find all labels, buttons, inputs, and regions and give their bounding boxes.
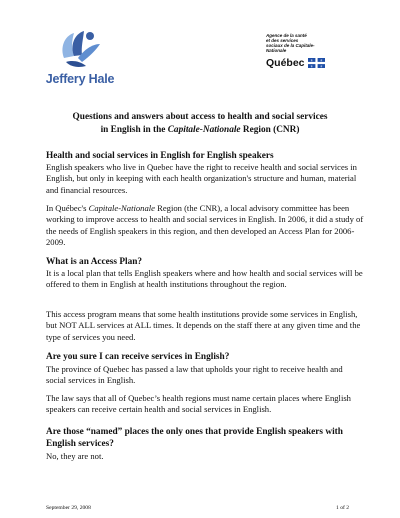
paragraph: No, they are not. — [46, 451, 104, 461]
paragraph: It is a local plan that tells English speakers where and how health and social services will be offered to them in English at health institutions throughout the region. — [46, 268, 363, 290]
svg-text:⚜: ⚜ — [319, 64, 323, 68]
quebec-wordmark — [266, 57, 325, 69]
jeffery-hale-name: Jeffery Hale — [45, 72, 115, 86]
footer-page-number: 1 of 2 — [336, 505, 350, 511]
heading-line: Are those “named” places the only ones that provide English speakers with — [46, 427, 343, 437]
paragraph-italic-text: Capitale-Nationale — [88, 203, 155, 213]
section-heading: Health and social services in English for English speakers — [46, 151, 274, 161]
paragraph: The province of Quebec has passed a law that upholds your right to receive health and social services in English. — [46, 364, 343, 386]
document-title-line-1: Questions and answers about access to health and social services — [72, 112, 328, 122]
document-title-line-2 — [30, 124, 370, 137]
paragraph-text: In Québec's — [46, 203, 89, 213]
paragraph: The law says that all of Quebec’s health regions must name certain places where English speakers can receive certain health and social services in English. — [46, 393, 351, 415]
agency-line: Agence de la santé — [266, 33, 307, 38]
section-heading: Are you sure I can receive services in English? — [46, 352, 230, 362]
section-heading — [46, 426, 376, 450]
agency-line: Nationale — [266, 48, 287, 53]
footer-date: September 29, 2008 — [46, 505, 91, 511]
jeffery-hale-logo — [40, 28, 120, 90]
svg-text:⚜: ⚜ — [309, 58, 313, 63]
agency-line: et des services — [266, 38, 299, 43]
heading-line: English services? — [46, 439, 114, 449]
quebec-flag-icon — [308, 58, 325, 68]
agency-quebec-logo — [266, 33, 356, 78]
title-italic-text: Capitale-Nationale — [167, 125, 241, 135]
paragraph-text: Region (the CNR), a local advisory committee has been working to improve access to health and social services in English. In 2006, it did a study of the needs of English speakers in this region, and then developed an Access Plan for 2006-2009. — [46, 203, 364, 248]
paragraph: This access program means that some health institutions provide some services in English, but NOT ALL services at ALL times. It depends on the staff there at any given time and the type of services you need. — [46, 309, 361, 342]
svg-text:⚜: ⚜ — [309, 64, 313, 68]
agency-line: sociaux de la Capitale- — [266, 43, 315, 48]
agency-name — [266, 33, 356, 53]
svg-text:⚜: ⚜ — [319, 58, 323, 63]
title-text: Region (CNR) — [240, 125, 300, 135]
paragraph: English speakers who live in Quebec have the right to receive health and social services in English, but only in keeping with each health organization's structure and human, material and financial resources. — [46, 162, 357, 195]
jeffery-hale-logo-icon — [54, 28, 104, 70]
quebec-word: Québec — [266, 57, 305, 69]
paragraph — [46, 203, 364, 249]
section-heading: What is an Access Plan? — [46, 257, 143, 267]
title-text: in English in the — [100, 125, 168, 135]
